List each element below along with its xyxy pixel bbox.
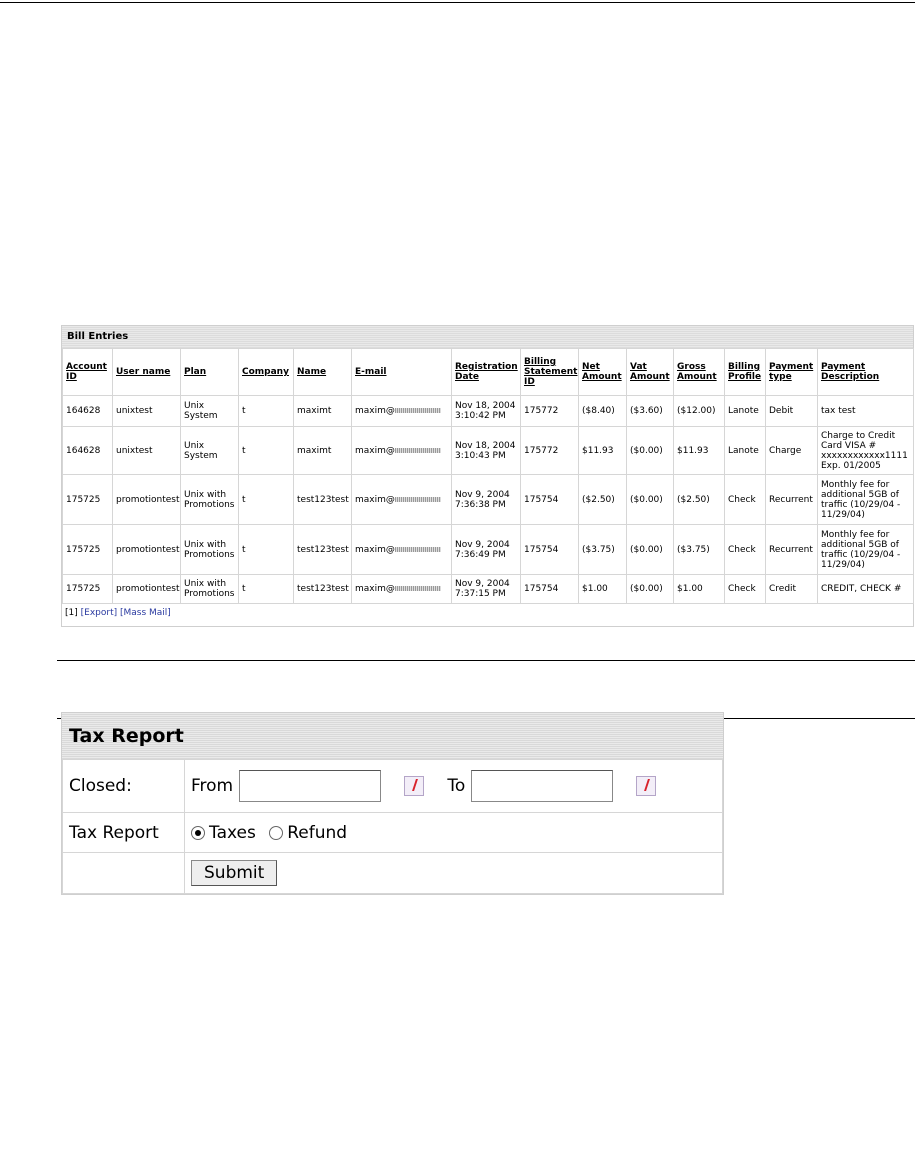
cell-company: t [239,427,294,475]
col-account-id[interactable]: Account ID [63,349,113,396]
cell-registration-date: Nov 9, 2004 7:36:38 PM [452,475,521,525]
cell-billing-profile: Lanote [725,427,766,475]
section-divider-top [57,660,915,661]
table-row [63,396,914,427]
cell-statement-id: 175754 [521,475,579,525]
bill-entries-table [62,348,914,604]
email-redaction [395,586,441,591]
table-row [63,525,914,575]
cell-plan: Unix with Promotions [181,575,239,604]
to-date-input[interactable] [471,770,613,802]
cell-net-amount: ($8.40) [579,396,627,427]
cell-gross-amount: $1.00 [674,575,725,604]
from-calendar-icon[interactable] [404,776,424,796]
cell-account-id: 164628 [63,396,113,427]
col-email[interactable]: E-mail [352,349,452,396]
table-row [63,575,914,604]
cell-vat-amount: ($0.00) [627,575,674,604]
cell-account-id: 175725 [63,525,113,575]
col-payment-description[interactable]: Payment Description [818,349,914,396]
col-company[interactable]: Company [239,349,294,396]
cell-statement-id: 175754 [521,525,579,575]
cell-net-amount: ($2.50) [579,475,627,525]
cell-payment-description: Monthly fee for additional 5GB of traffic (10/29/04 - 11/29/04) [818,525,914,575]
cell-user-name: promotiontest [113,475,181,525]
taxes-radio[interactable] [191,826,205,840]
tax-report-form [62,759,723,894]
table-row [63,475,914,525]
email-text: maxim@ [355,445,395,456]
email-redaction [395,448,441,453]
col-vat-amount[interactable]: Vat Amount [627,349,674,396]
taxes-option-label[interactable]: Taxes [209,822,256,843]
refund-radio[interactable] [269,826,283,840]
cell-billing-profile: Check [725,575,766,604]
cell-account-id: 164628 [63,427,113,475]
cell-email [352,427,452,475]
col-payment-type[interactable]: Payment type [766,349,818,396]
cell-email [352,475,452,525]
cell-billing-profile: Lanote [725,396,766,427]
col-name[interactable]: Name [294,349,352,396]
from-date-input[interactable] [239,770,381,802]
col-billing-profile[interactable]: Billing Profile [725,349,766,396]
cell-user-name: promotiontest [113,575,181,604]
cell-name: test123test [294,475,352,525]
cell-payment-description: Monthly fee for additional 5GB of traffic (10/29/04 - 11/29/04) [818,475,914,525]
export-link[interactable]: [Export] [80,608,118,618]
cell-plan: Unix with Promotions [181,525,239,575]
to-label: To [447,776,466,796]
email-redaction [395,547,441,552]
cell-vat-amount: ($3.60) [627,396,674,427]
cell-net-amount: $1.00 [579,575,627,604]
col-registration-date[interactable]: Registration Date [452,349,521,396]
cell-user-name: promotiontest [113,525,181,575]
cell-account-id: 175725 [63,575,113,604]
cell-user-name: unixtest [113,427,181,475]
tax-report-panel [61,712,724,895]
cell-company: t [239,475,294,525]
cell-payment-type: Recurrent [766,475,818,525]
email-redaction [395,408,441,413]
cell-payment-type: Recurrent [766,525,818,575]
cell-billing-profile: Check [725,525,766,575]
cell-statement-id: 175772 [521,427,579,475]
cell-user-name: unixtest [113,396,181,427]
tax-report-title: Tax Report [62,713,723,759]
cell-registration-date: Nov 9, 2004 7:36:49 PM [452,525,521,575]
to-calendar-icon[interactable] [636,776,656,796]
bill-entries-panel [61,325,914,627]
cell-payment-description: Charge to Credit Card VISA # xxxxxxxxxxxx1111 Exp. 01/2005 [818,427,914,475]
col-net-amount[interactable]: Net Amount [579,349,627,396]
cell-payment-type: Debit [766,396,818,427]
cell-statement-id: 175772 [521,396,579,427]
col-user-name[interactable]: User name [113,349,181,396]
cell-registration-date: Nov 18, 2004 3:10:42 PM [452,396,521,427]
cell-company: t [239,396,294,427]
from-label: From [191,776,234,796]
col-gross-amount[interactable]: Gross Amount [674,349,725,396]
cell-plan: Unix System [181,427,239,475]
cell-net-amount: $11.93 [579,427,627,475]
table-row [63,427,914,475]
cell-payment-description: CREDIT, CHECK # [818,575,914,604]
email-text: maxim@ [355,406,395,416]
report-type-options [185,813,723,853]
report-type-label: Tax Report [63,813,185,853]
cell-registration-date: Nov 9, 2004 7:37:15 PM [452,575,521,604]
closed-row [63,760,723,813]
closed-label: Closed: [63,760,185,813]
cell-gross-amount: ($3.75) [674,525,725,575]
cell-email [352,575,452,604]
date-range-cell [185,760,723,813]
col-billing-statement-id[interactable]: Billing Statement ID [521,349,579,396]
refund-option-label[interactable]: Refund [287,822,348,843]
email-text: maxim@ [355,494,395,505]
cell-gross-amount: $11.93 [674,427,725,475]
top-divider [0,2,915,3]
mass-mail-link[interactable]: [Mass Mail] [119,608,171,618]
cell-company: t [239,575,294,604]
cell-vat-amount: ($0.00) [627,475,674,525]
email-redaction [395,497,441,502]
cell-vat-amount: ($0.00) [627,427,674,475]
cell-account-id: 175725 [63,475,113,525]
cell-name: maximt [294,396,352,427]
cell-statement-id: 175754 [521,575,579,604]
bill-entries-footer [62,604,913,626]
bill-entries-title: Bill Entries [62,326,913,348]
cell-billing-profile: Check [725,475,766,525]
cell-payment-type: Credit [766,575,818,604]
cell-company: t [239,525,294,575]
submit-button[interactable]: Submit [191,860,277,886]
cell-registration-date: Nov 18, 2004 3:10:43 PM [452,427,521,475]
cell-name: maximt [294,427,352,475]
cell-gross-amount: ($12.00) [674,396,725,427]
submit-row [63,853,723,894]
header-row [63,349,914,396]
email-text: maxim@ [355,584,395,594]
cell-payment-description: tax test [818,396,914,427]
cell-email [352,525,452,575]
cell-gross-amount: ($2.50) [674,475,725,525]
report-type-row [63,813,723,853]
cell-email [352,396,452,427]
cell-vat-amount: ($0.00) [627,525,674,575]
email-text: maxim@ [355,544,395,555]
col-plan[interactable]: Plan [181,349,239,396]
cell-net-amount: ($3.75) [579,525,627,575]
cell-payment-type: Charge [766,427,818,475]
page-indicator: [1] [65,608,78,618]
cell-name: test123test [294,525,352,575]
submit-cell [185,853,723,894]
cell-plan: Unix System [181,396,239,427]
cell-name: test123test [294,575,352,604]
cell-plan: Unix with Promotions [181,475,239,525]
empty-label-cell [63,853,185,894]
